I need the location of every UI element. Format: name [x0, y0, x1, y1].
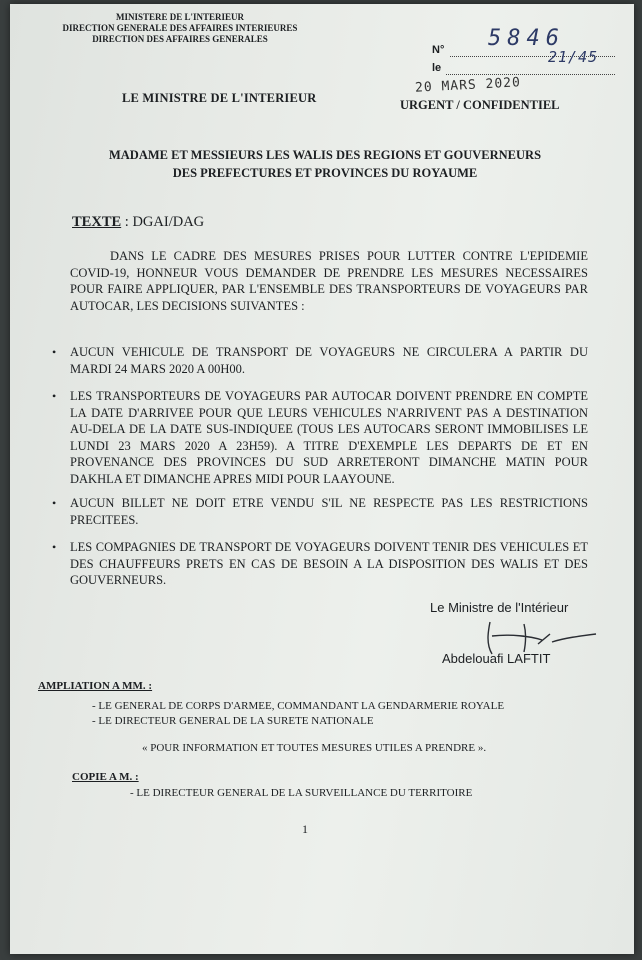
text-reference-separator: : — [121, 214, 133, 230]
ministry-line: MINISTERE DE L'INTERIEUR — [115, 12, 245, 22]
bullet-icon: • — [52, 389, 57, 403]
number-label: N° — [432, 44, 445, 56]
ministry-line: DIRECTION DES AFFAIRES GENERALES — [92, 34, 268, 44]
decision-item — [52, 388, 588, 487]
bullet-icon: • — [52, 345, 57, 359]
reference-date: 21/45 — [548, 48, 599, 66]
intro-paragraph: DANS LE CADRE DES MESURES PRISES POUR LUTTER CONTRE L'EPIDEMIE COVID-19, HONNEUR VOUS DEMANDER DE PRENDRE LES MESURES NECESSAIRES POUR FAIRE APPLIQUER, PAR L'ENSEMBLE DES TRANSPORTEURS DE VOYAGEURS PAR AUTOCAR, LES DECISIONS SUIVANTES : — [70, 249, 588, 313]
ampliation-item: - LE DIRECTEUR GENERAL DE LA SURETE NATIONALE — [92, 715, 374, 727]
text-reference-label: TEXTE — [72, 214, 122, 230]
signature-title: Le Ministre de l'Intérieur — [430, 600, 569, 615]
signatory-name: Abdelouafi LAFTIT — [442, 651, 551, 666]
date-stamp: 20 MARS 2020 — [414, 75, 522, 96]
addressee-line: MADAME ET MESSIEURS LES WALIS DES REGIONS ET GOUVERNEURS — [108, 148, 542, 162]
ministry-line: DIRECTION GENERALE DES AFFAIRES INTERIEURES — [62, 23, 298, 33]
page-number: 1 — [302, 822, 308, 836]
decision-item — [52, 344, 588, 377]
decision-text: AUCUN VEHICULE DE TRANSPORT DE VOYAGEURS NE CIRCULERA A PARTIR DU MARDI 24 MARS 2020 A 00H00. — [70, 345, 588, 376]
reference-number: 5846 — [488, 26, 565, 51]
text-reference-value: DGAI/DAG — [132, 214, 205, 230]
copy-item: - LE DIRECTEUR GENERAL DE LA SURVEILLANCE DU TERRITOIRE — [130, 787, 473, 799]
date-label: le — [432, 62, 442, 74]
decision-text: LES TRANSPORTEURS DE VOYAGEURS PAR AUTOCAR DOIVENT PRENDRE EN COMPTE LA DATE D'ARRIVEE POUR QUE LEURS VEHICULES N'ARRIVENT PAS A DESTINATION AU-DELA DE LA DATE SUS-INDIQUEE (TOUS LES AUTOCARS SERONT IMMOBILISES LE LUNDI 23 MARS 2020 A 23H59). A TITRE D'EXEMPLE LES DEPARTS DE ET EN PROVENANCE DES PROVINCES DU SUD ARRETERONT DIMANCHE MATIN POUR DAKHLA ET DIMANCHE APRES MIDI POUR LAAYOUNE. — [70, 389, 588, 486]
decision-item — [52, 539, 588, 589]
decision-item — [52, 495, 588, 528]
classification-label: URGENT / CONFIDENTIEL — [400, 98, 560, 112]
ampliation-note: « POUR INFORMATION ET TOUTES MESURES UTILES A PRENDRE ». — [142, 742, 487, 754]
text-reference — [72, 214, 204, 231]
document-page — [10, 4, 634, 954]
ampliation-label: AMPLIATION A MM. : — [38, 680, 153, 692]
bullet-icon: • — [52, 496, 57, 510]
decision-text: LES COMPAGNIES DE TRANSPORT DE VOYAGEURS DOIVENT TENIR DES VEHICULES ET DES CHAUFFEURS PRETS EN CAS DE BESOIN A LA DISPOSITION DES WALIS ET DES GOUVERNEURS. — [70, 540, 588, 587]
minister-title: LE MINISTRE DE L'INTERIEUR — [122, 91, 317, 105]
date-line — [446, 74, 615, 75]
ampliation-item: - LE GENERAL DE CORPS D'ARMEE, COMMANDANT LA GENDARMERIE ROYALE — [92, 700, 505, 712]
copy-label: COPIE A M. : — [72, 771, 139, 783]
decision-text: AUCUN BILLET NE DOIT ETRE VENDU S'IL NE RESPECTE PAS LES RESTRICTIONS PRECITEES. — [70, 496, 588, 527]
ministry-header — [50, 12, 310, 45]
addressee — [70, 146, 580, 182]
addressee-line: DES PREFECTURES ET PROVINCES DU ROYAUME — [172, 166, 478, 180]
bullet-icon: • — [52, 540, 57, 554]
